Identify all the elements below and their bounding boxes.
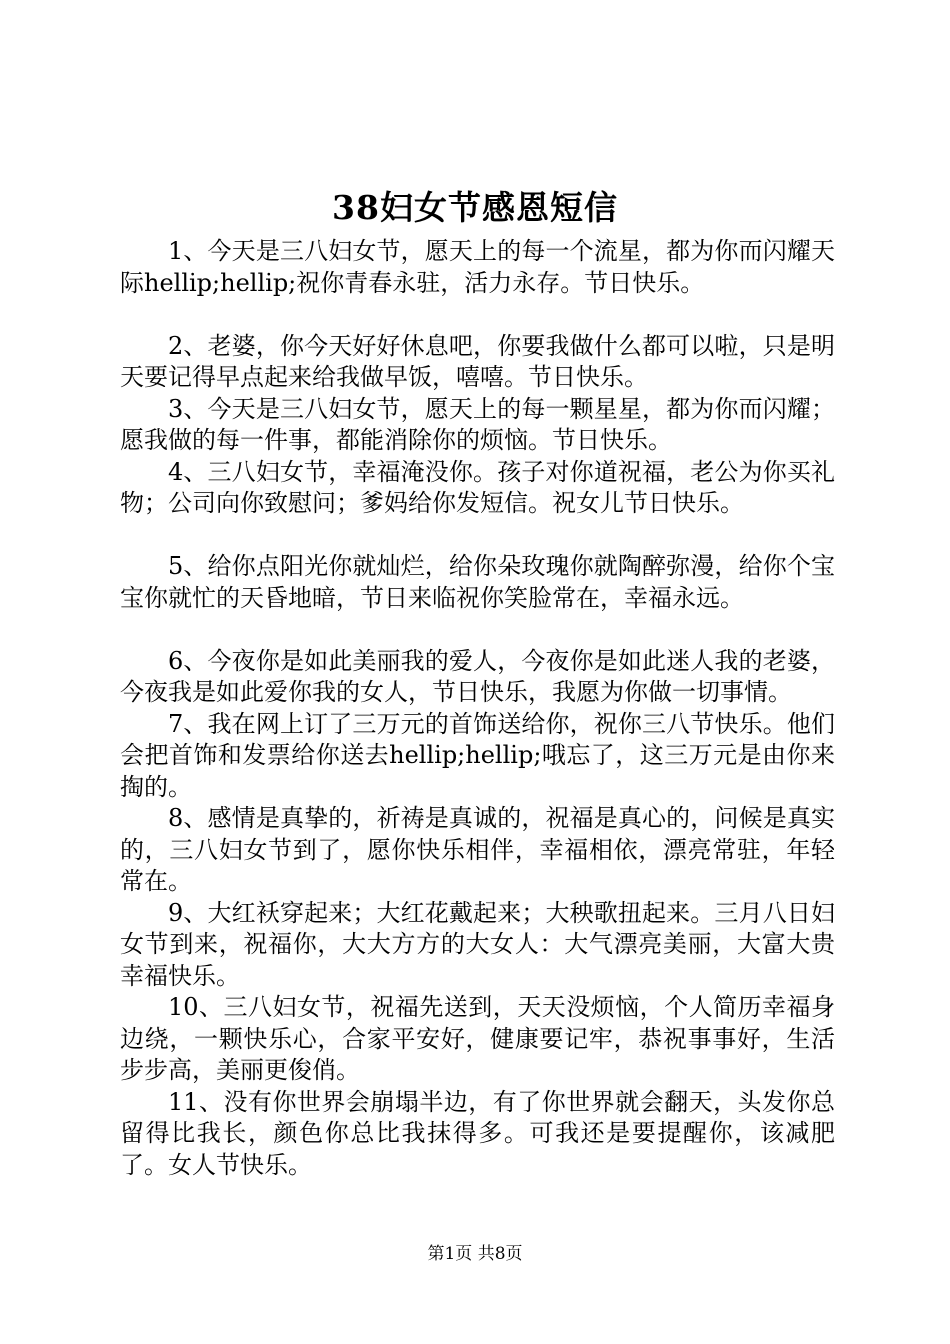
paragraph-2: 2、老婆，你今天好好休息吧，你要我做什么都可以啦，只是明天要记得早点起来给我做早饭，嘻嘻。节日快乐。 [120, 331, 835, 391]
document-body [120, 236, 835, 1181]
paragraph-5: 5、给你点阳光你就灿烂，给你朵玫瑰你就陶醉弥漫，给你个宝宝你就忙的天昏地暗，节日来临祝你笑脸常在，幸福永远。 [120, 552, 835, 612]
paragraph-11: 11、没有你世界会崩塌半边，有了你世界就会翻天，头发你总留得比我长，颜色你总比我抹得多。可我还是要提醒你，该减肥了。女人节快乐。 [120, 1087, 835, 1179]
paragraph-9: 9、大红袄穿起来；大红花戴起来；大秧歌扭起来。三月八日妇女节到来，祝福你，大大方方的大女人：大气漂亮美丽，大富大贵幸福快乐。 [120, 898, 835, 990]
paragraph-1: 1、今天是三八妇女节，愿天上的每一个流星，都为你而闪耀天际hellip;hellip;祝你青春永驻，活力永存。节日快乐。 [120, 237, 835, 297]
document-title: 38妇女节感恩短信 [332, 188, 618, 227]
paragraph-7: 7、我在网上订了三万元的首饰送给你，祝你三八节快乐。他们会把首饰和发票给你送去hellip;hellip;哦忘了，这三万元是由你来掏的。 [120, 709, 835, 801]
paragraph-8: 8、感情是真挚的，祈祷是真诚的，祝福是真心的，问候是真实的，三八妇女节到了，愿你快乐相伴，幸福相依，漂亮常驻，年轻常在。 [120, 804, 835, 895]
paragraph-3: 3、今天是三八妇女节，愿天上的每一颗星星，都为你而闪耀；愿我做的每一件事，都能消除你的烦恼。节日快乐。 [120, 394, 835, 454]
paragraph-4: 4、三八妇女节，幸福淹没你。孩子对你道祝福，老公为你买礼物；公司向你致慰问；爹妈给你发短信。祝女儿节日快乐。 [120, 457, 835, 517]
paragraph-6: 6、今夜你是如此美丽我的爱人，今夜你是如此迷人我的老婆，今夜我是如此爱你我的女人，节日快乐，我愿为你做一切事情。 [120, 646, 835, 706]
page-footer: 第1页 共8页 [427, 1244, 523, 1264]
paragraph-10: 10、三八妇女节，祝福先送到，天天没烦恼，个人简历幸福身边绕，一颗快乐心，合家平安好，健康要记牢，恭祝事事好，生活步步高，美丽更俊俏。 [120, 993, 835, 1084]
